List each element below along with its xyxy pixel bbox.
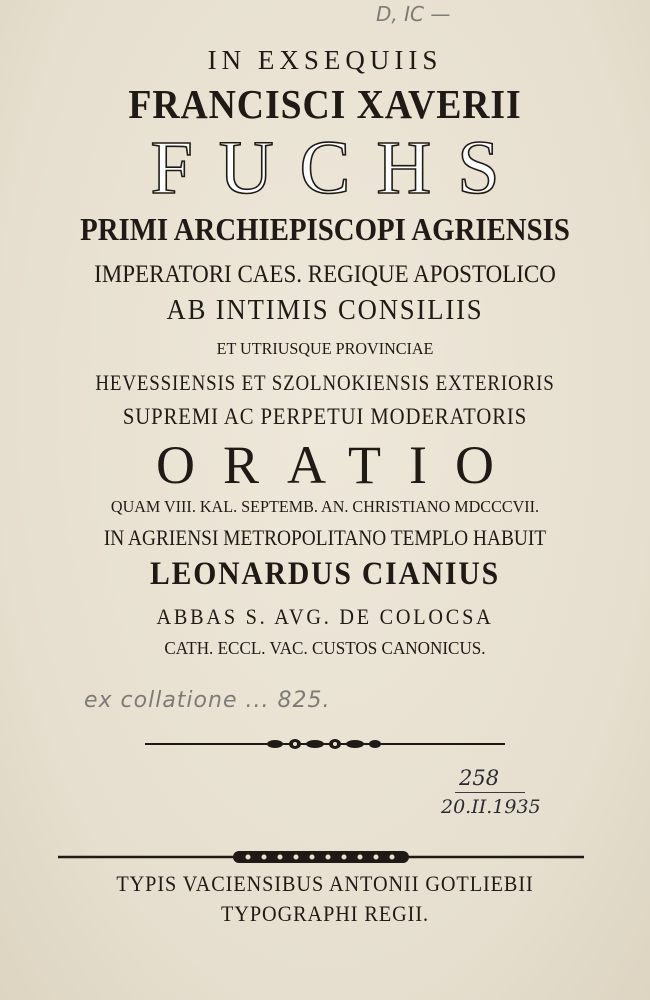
title-line-2: FRANCISCI XAVERII [128, 81, 522, 127]
call-number: 258 [459, 766, 500, 790]
pencil-provenance-note: ex collatione ... 825. [84, 688, 331, 713]
title-line-10: ORATIO [156, 435, 522, 495]
title-line-14: ABBAS S. AVG. DE COLOCSA [156, 604, 494, 629]
title-line-7: ET UTRIUSQUE PROVINCIAE [216, 339, 434, 358]
imprint-line-1: TYPIS VACIENSIBUS ANTONII GOTLIEBII [116, 871, 534, 896]
ornamental-rule-upper [145, 733, 505, 755]
imprint-line-2: TYPOGRAPHI REGII. [221, 901, 429, 926]
title-line-11: QUAM VIII. KAL. SEPTEMB. AN. CHRISTIANO MDCCCVII. [110, 497, 540, 516]
call-number-underline [455, 792, 525, 793]
title-line-13: LEONARDUS CIANIUS [150, 556, 500, 592]
pencil-shelfmark: D, IC — [376, 2, 451, 26]
acquisition-date: 20.II.1935 [441, 796, 541, 818]
title-line-6: AB INTIMIS CONSILIIS [166, 294, 484, 326]
title-line-8: HEVESSIENSIS ET SZOLNOKIENSIS EXTERIORIS [95, 370, 555, 395]
ornamental-rule-lower [58, 846, 584, 868]
title-line-1: IN EXSEQUIIS [207, 45, 443, 75]
title-line-3: FUCHS [150, 126, 526, 210]
title-line-5: IMPERATORI CAES. REGIQUE APOSTOLICO [94, 261, 556, 288]
title-line-12: IN AGRIENSI METROPOLITANO TEMPLO HABUIT [103, 525, 547, 550]
title-line-9: SUPREMI AC PERPETUI MODERATORIS [122, 404, 528, 429]
title-line-15: CATH. ECCL. VAC. CUSTOS CANONICUS. [164, 638, 486, 658]
title-line-4: PRIMI ARCHIEPISCOPI AGRIENSIS [80, 211, 570, 247]
